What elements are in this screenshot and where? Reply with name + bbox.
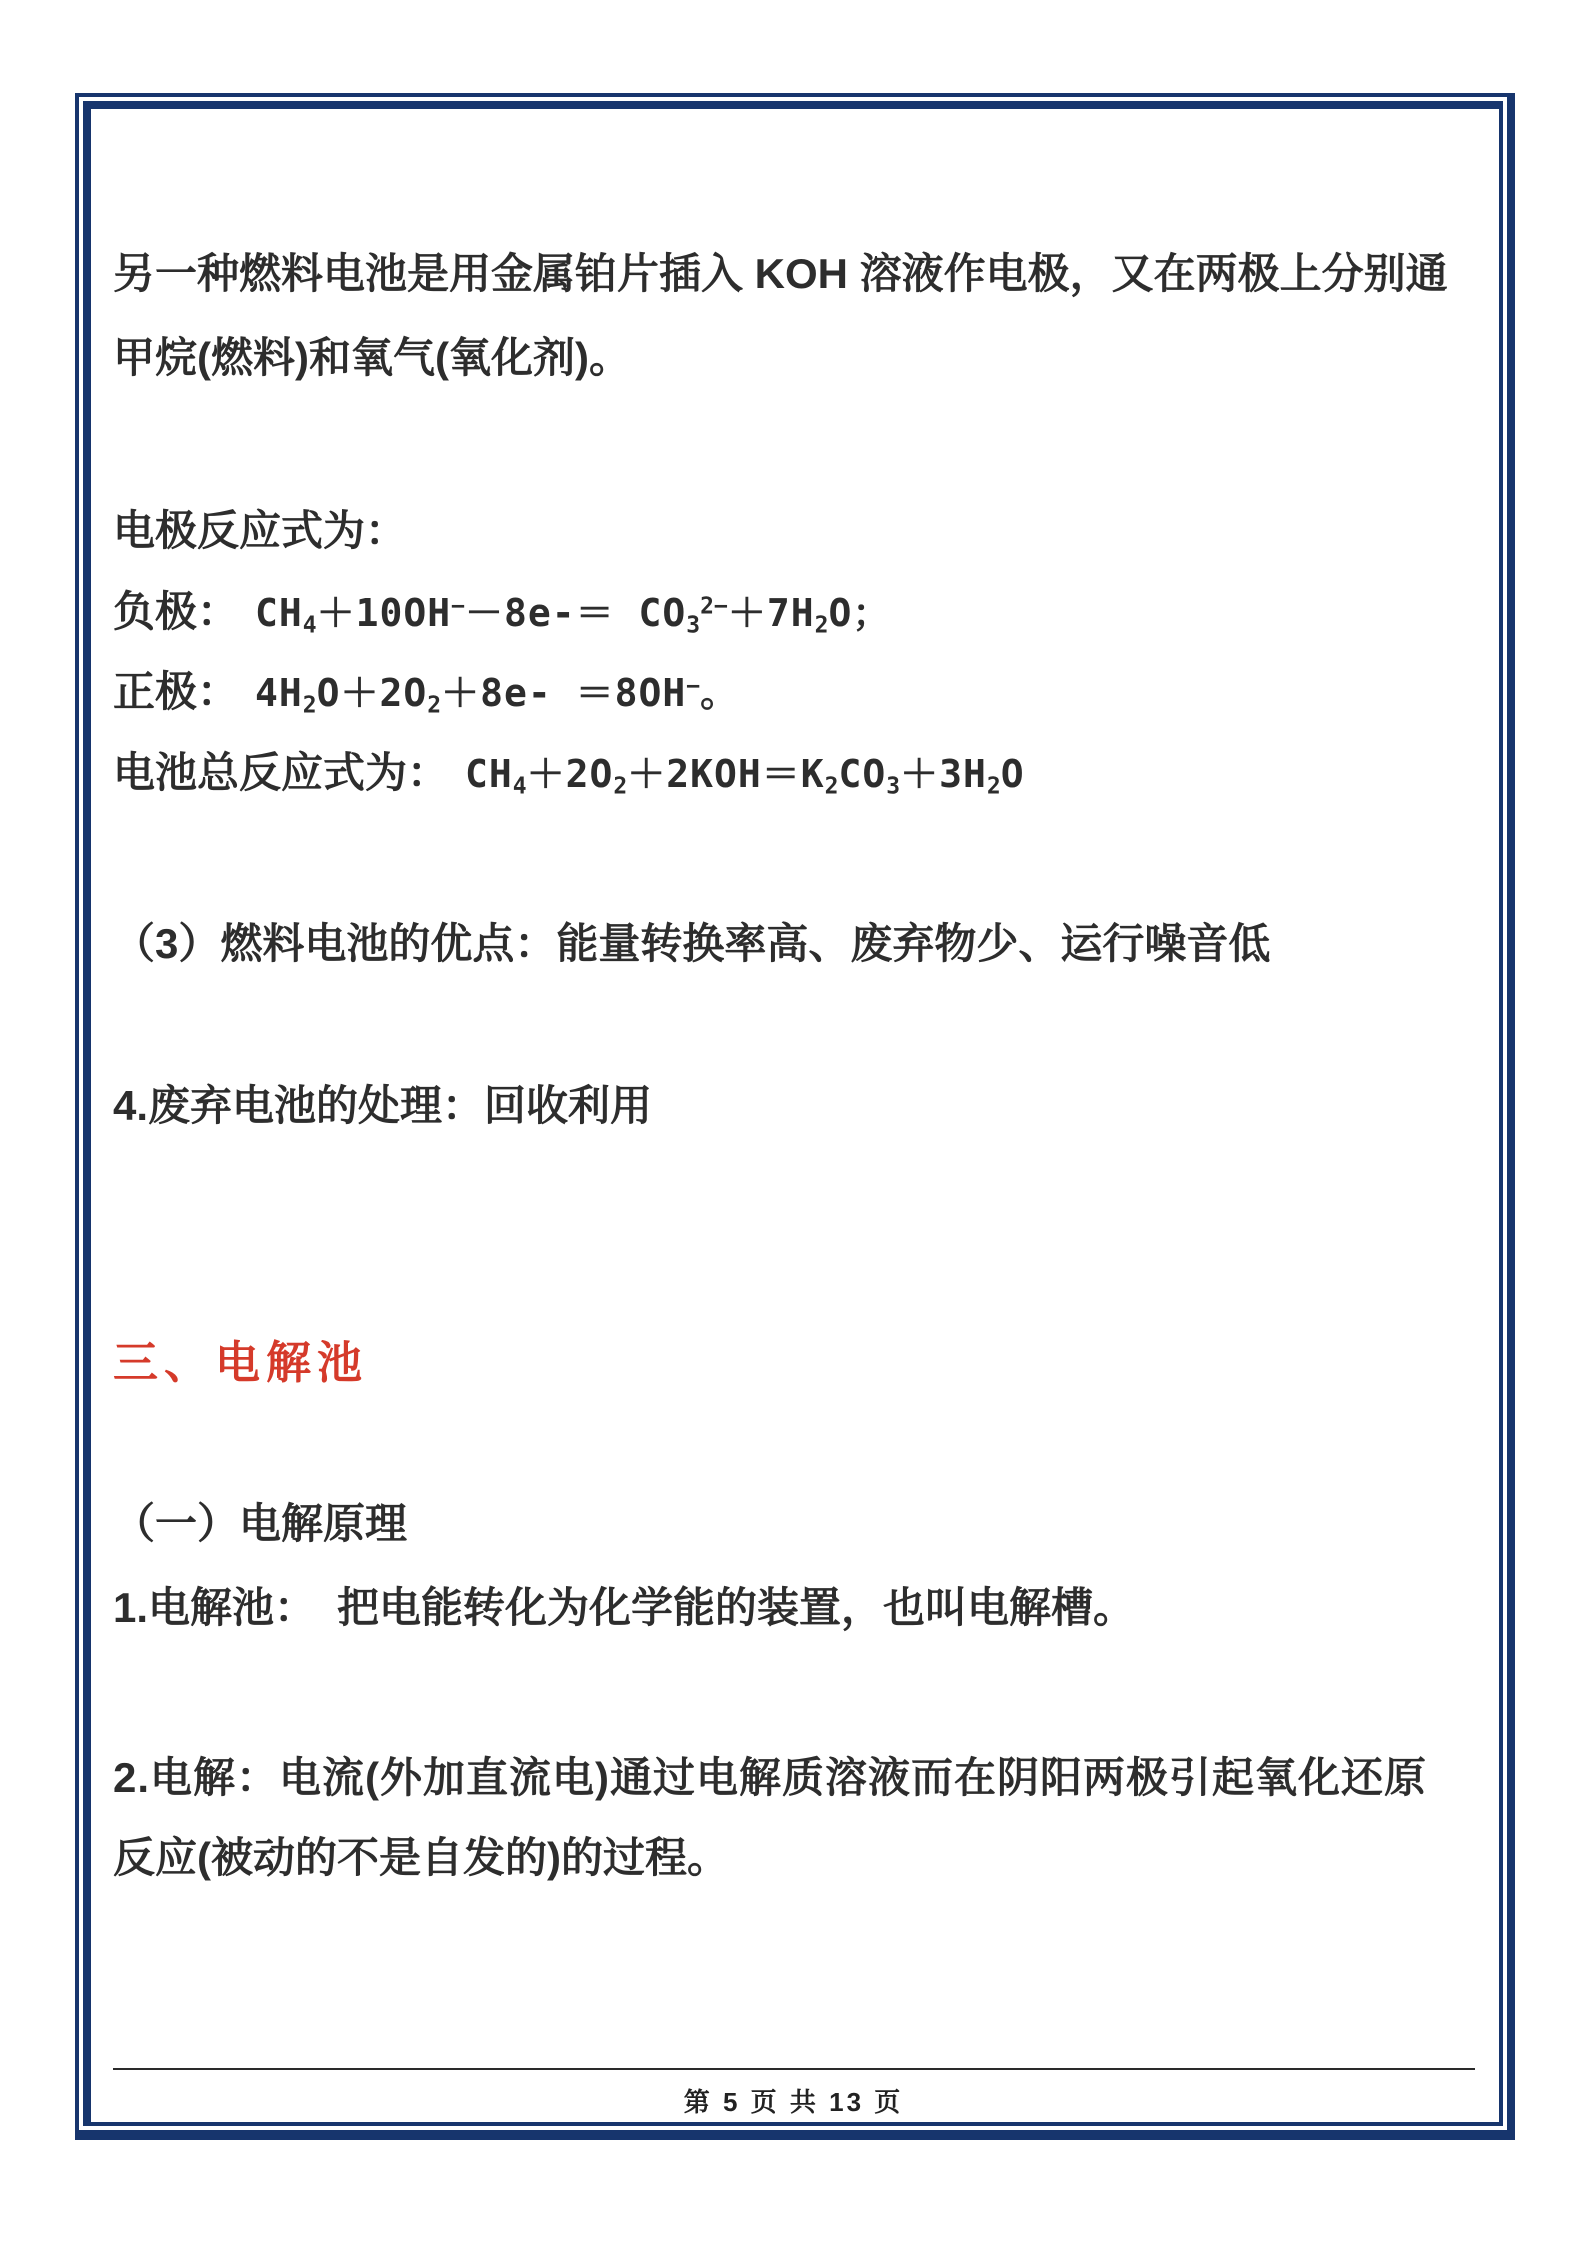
positive-electrode-equation: $4H_2O+2O_2+8e- =8OH^-$。 [255,671,740,719]
positive-electrode-label: 正极： [113,668,240,715]
footer-page-number: 第 5 页 共 13 页 [683,2087,904,2117]
item-electrolysis-definition-line1: 2.电解：电流(外加直流电)通过电解质溶液而在阴阳两极引起氧化还原 [113,1754,1428,1801]
section-heading-electrolysis: 三、电解池 [113,1337,369,1388]
total-reaction-line [113,747,1475,800]
item-electrolytic-cell-definition: 1.电解池： 把电能转化为化学能的装置，也叫电解槽。 [113,1584,1136,1631]
item-electrolysis-definition-line2: 反应(被动的不是自发的)的过程。 [113,1834,729,1881]
negative-electrode-line [113,586,1475,639]
subsection-heading-electrolysis-principle: （一）电解原理 [113,1500,408,1547]
footer-separator-line [113,2068,1475,2070]
fuel-cell-paragraph-line1: 另一种燃料电池是用金属铂片插入 KOH 溶液作电极，又在两极上分别通 [113,250,1448,297]
battery-disposal-line: 4.废弃电池的处理：回收利用 [113,1082,653,1129]
electrode-reactions-intro: 电极反应式为： [113,507,408,554]
total-reaction-label: 电池总反应式为： [113,749,450,796]
negative-electrode-label: 负极： [113,588,240,635]
positive-electrode-line [113,666,1475,719]
fuel-cell-advantages-line: （3）燃料电池的优点：能量转换率高、废弃物少、运行噪音低 [113,920,1271,967]
fuel-cell-paragraph-line2: 甲烷(燃料)和氧气(氧化剂)。 [113,334,631,381]
total-reaction-equation: $CH_4+2O_2+2KOH=K_2CO_3+3H_2O$ [465,752,1025,800]
negative-electrode-equation: $CH_4+10OH^--8e-= CO_3^{2-}+7H_2O$； [255,591,892,639]
